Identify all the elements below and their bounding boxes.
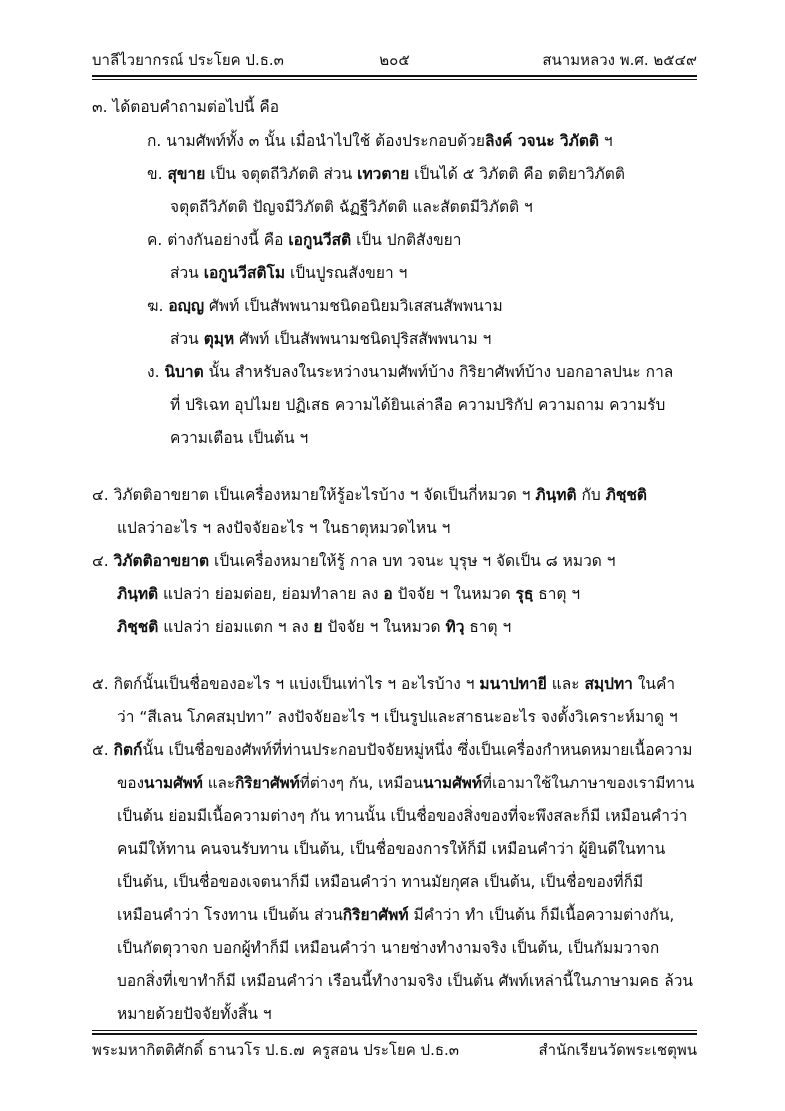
footer-rule-thin	[92, 1030, 697, 1031]
answer-5-line-6: เหมือนคำว่า โรงทาน เป็นต้น ส่วนกิริยาศัพท์ มีคำว่า ทำ เป็นต้น ก็มีเนื้อความต่างกัน,	[117, 906, 675, 924]
answer-4-line-2: ภินฺทติ แปลว่า ย่อมต่อย, ย่อมทำลาย ลง อ ปัจจัย ฯ ในหมวด รุธฺ ธาตุ ฯ	[117, 585, 581, 603]
answer-5-line-3: เป็นต้น ย่อมมีเนื้อความต่างๆ กัน ทานนั้น เป็นชื่อของสิ่งของที่จะพึงสละก็มี เหมือนคำว่า	[117, 807, 688, 825]
page-footer	[92, 1036, 697, 1064]
answer-5-line-9: หมายด้วยปัจจัยทั้งสิ้น ฯ	[117, 1005, 272, 1023]
header-rule	[92, 75, 697, 77]
answer-3d-line-2: ส่วน ตุมฺห ศัพท์ เป็นสัพพนามชนิดปุริสสัพพนาม ฯ	[170, 330, 492, 348]
answer-3c-line-2: ส่วน เอกูนวีสติโม เป็นปูรณสังขยา ฯ	[170, 264, 408, 282]
question-4-line-2: แปลว่าอะไร ฯ ลงปัจจัยอะไร ฯ ในธาตุหมวดไหน ฯ	[117, 519, 451, 537]
question-5-line-1: ๕. กิตก์นั้นเป็นชื่อของอะไร ฯ แบ่งเป็นเท่าไร ฯ อะไรบ้าง ฯ มนาปทายี และ สมฺปทา ในคำ	[92, 675, 676, 693]
answer-3c-line-1: ค. ต่างกันอย่างนี้ คือ เอกูนวีสติ เป็น ปกติสังขยา	[147, 231, 462, 249]
answer-5-line-5: เป็นต้น, เป็นชื่อของเจตนาก็มี เหมือนคำว่า ทานมัยกุศล เป็นต้น, เป็นชื่อของที่ก็มี	[117, 873, 644, 891]
footer-left: พระมหากิตติศักดิ์ ธานวโร ป.ธ.๗	[92, 1041, 305, 1059]
answer-5-line-7: เป็นกัตตุวาจก บอกผู้ทำก็มี เหมือนคำว่า นายช่างทำงามจริง เป็นต้น, เป็นกัมมวาจก	[117, 939, 660, 957]
question-4-line-1: ๔. วิภัตติอาขยาต เป็นเครื่องหมายให้รู้อะไรบ้าง ฯ จัดเป็นกี่หมวด ฯ ภินฺทติ กับ ภิชฺชติ	[92, 486, 647, 504]
answer-5-line-8: บอกสิ่งที่เขาทำก็มี เหมือนคำว่า เรือนนี้ทำงามจริง เป็นต้น ศัพท์เหล่านี้ในภาษามคธ ล้วน	[117, 972, 693, 990]
answer-4-line-3: ภิชฺชติ แปลว่า ย่อมแตก ฯ ลง ย ปัจจัย ฯ ในหมวด ทิวฺ ธาตุ ฯ	[117, 618, 512, 636]
question-5-line-2: ว่า “สีเลน โภคสมฺปทา” ลงปัจจัยอะไร ฯ เป็นรูปและสาธนะอะไร จงตั้งวิเคราะห์มาดู ฯ	[117, 708, 678, 726]
answer-3e-line-2: ที่ ปริเฉท อุปไมย ปฏิเสธ ความได้ยินเล่าลือ ความปริกัป ความถาม ความรับ	[170, 396, 666, 414]
page-number: ๒๐๕	[379, 51, 410, 69]
answer-5-line-2: ของนามศัพท์ และกิริยาศัพท์ที่ต่างๆ กัน, เหมือนนามศัพท์ที่เอามาใช้ในภาษาของเรามีทาน	[117, 774, 695, 792]
footer-rule	[92, 1033, 697, 1035]
answer-3b-line-1: ข. สุขาย เป็น จตุตถีวิภัตติ ส่วน เทวตาย เป็นได้ ๕ วิภัตติ คือ ตติยาวิภัตติ	[147, 165, 625, 183]
answer-3-heading: ๓. ได้ตอบคำถามต่อไปนี้ คือ	[92, 98, 280, 116]
answer-3b-line-2: จตุตถีวิภัตติ ปัญจมีวิภัตติ ฉัฏฐีวิภัตติ และสัตตมีวิภัตติ ฯ	[170, 198, 533, 216]
answer-5-line-1: ๕. กิตก์นั้น เป็นชื่อของศัพท์ที่ท่านประกอบปัจจัยหมู่หนึ่ง ซึ่งเป็นเครื่องกำหนดหมายเนื้อความ	[92, 741, 693, 759]
footer-right: สำนักเรียนวัดพระเชตุพน	[538, 1041, 697, 1059]
answer-3e-line-3: ความเตือน เป็นต้น ฯ	[170, 429, 309, 447]
header-rule-thin	[92, 79, 697, 80]
header-left: บาลีไวยากรณ์ ประโยค ป.ธ.๓	[92, 51, 284, 69]
answer-5-line-4: คนมีให้ทาน คนจนรับทาน เป็นต้น, เป็นชื่อของการให้ก็มี เหมือนคำว่า ผู้ยินดีในทาน	[117, 840, 666, 858]
answer-3a: ก. นามศัพท์ทั้ง ๓ นั้น เมื่อนำไปใช้ ต้องประกอบด้วยลิงค์ วจนะ วิภัตติ ฯ	[147, 132, 613, 150]
footer-center: ครูสอน ประโยค ป.ธ.๓	[312, 1041, 460, 1059]
header-right: สนามหลวง พ.ศ. ๒๕๔๙	[542, 51, 697, 69]
answer-3e-line-1: ง. นิบาต นั้น สำหรับลงในระหว่างนามศัพท์บ้าง กิริยาศัพท์บ้าง บอกอาลปนะ กาล	[147, 363, 674, 381]
page-header	[92, 46, 697, 74]
answer-4-line-1: ๔. วิภัตติอาขยาต เป็นเครื่องหมายให้รู้ กาล บท วจนะ บุรุษ ฯ จัดเป็น ๘ หมวด ฯ	[92, 552, 616, 570]
answer-3d-line-1: ฆ. อญฺญ ศัพท์ เป็นสัพพนามชนิดอนิยมวิเสสนสัพพนาม	[147, 297, 503, 315]
